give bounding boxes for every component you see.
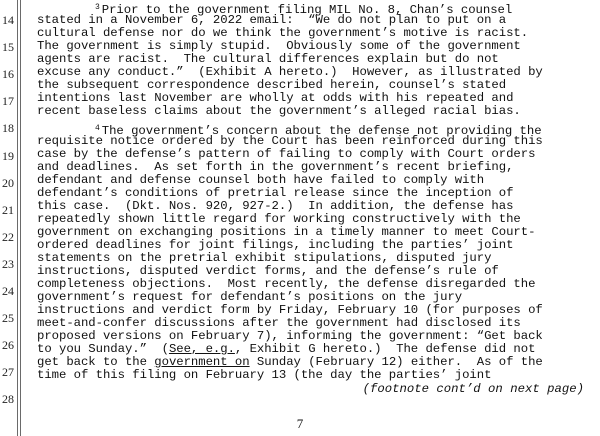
- footnote-3-line: intentions last November are wholly at odds with his repeated and: [37, 91, 514, 105]
- line-number: 19: [2, 149, 14, 163]
- line-number: 20: [2, 176, 14, 190]
- left-margin-rule: [17, 0, 18, 436]
- footnote-3-line: stated in a November 6, 2022 email: “We do not plan to put on a: [37, 13, 507, 27]
- line-number: 18: [2, 121, 14, 135]
- footnote-continuation-note: (footnote cont’d on next page): [362, 382, 584, 396]
- footnote-4-line: get back to the government on Sunday (February 12) either. As of the: [37, 355, 543, 369]
- line-number: 16: [2, 67, 14, 81]
- line-number: 17: [2, 94, 14, 108]
- line-number: 25: [2, 311, 14, 325]
- footnote-3-line: the subsequent correspondence described herein, counsel’s stated: [37, 78, 507, 92]
- footnote-4-line: $^4$ The government’s concern about the defense not providing the: [95, 124, 542, 138]
- line-number: 26: [2, 338, 14, 352]
- footnote-4-line: time of this filing on February 13 (the day the parties’ joint: [37, 368, 492, 382]
- footnote-4-line: government’s request for defendant’s positions on the jury: [37, 290, 463, 304]
- footnote-3-line: $^3$ Prior to the government filing MIL No. 8, Chan’s counsel: [95, 3, 513, 17]
- footnote-4-line: case by the defense’s pattern of failing to comply with Court orders: [37, 147, 536, 161]
- footnote-4-line: proposed versions on February 7), informing the government: “Get back: [37, 329, 543, 343]
- footnote-4-line: defendant and defense counsel both have failed to comply with: [37, 173, 485, 187]
- footnote-4-line: requisite notice ordered by the Court has been reinforced during this: [37, 134, 543, 148]
- footnote-4-line: and deadlines. As set forth in the government’s recent briefing,: [37, 160, 514, 174]
- footnote-4-line: this case. (Dkt. Nos. 920, 927-2.) In addition, the defense has: [37, 199, 514, 213]
- footnote-3-line: cultural defense nor do we think the government’s motive is racist.: [37, 26, 529, 40]
- footnote-4-line: defendant’s conditions of pretrial release since the inception of: [37, 186, 514, 200]
- line-number: 15: [2, 40, 14, 54]
- line-number: 23: [2, 257, 14, 271]
- citation-signal: See, e.g.: [168, 342, 235, 356]
- footnote-4-line: meet-and-confer discussions after the government had disclosed its: [37, 316, 521, 330]
- line-number: 28: [2, 392, 14, 406]
- footnote-4-line: instructions, disputed verdict forms, and the defense’s rule of: [37, 264, 499, 278]
- footnote-4-line: ordered deadlines for joint filings, including the parties’ joint: [37, 238, 514, 252]
- footnote-marker: 3: [95, 3, 100, 12]
- footnote-3-line: The government is simply stupid. Obviously some of the government: [37, 39, 521, 53]
- footnote-4-line: completeness objections. Most recently, the defense disregarded the: [37, 277, 536, 291]
- footnote-4-line: government on exchanging positions in a timely manner to meet Court-: [37, 225, 536, 239]
- footnote-3-line: agents are racist. The cultural differences explain but do not: [37, 52, 499, 66]
- page-number: 7: [296, 416, 304, 431]
- left-margin-rule-inner: [20, 0, 21, 436]
- footnote-4-line: to you Sunday.” (See, e.g., Exhibit G hereto.) The defense did not: [37, 342, 536, 356]
- footnote-3-line: recent baseless claims about the government’s alleged racial bias.: [37, 104, 521, 118]
- footnote-4-line: statements on the pretrial exhibit stipulations, disputed jury: [37, 251, 492, 265]
- underlined-text: government on: [154, 355, 250, 369]
- line-number: 14: [2, 13, 14, 27]
- footnote-3-line: excuse any conduct.” (Exhibit A hereto.) However, as illustrated by: [37, 65, 543, 79]
- footnote-4-line: instructions and verdict form by Friday, February 10 (for purposes of: [37, 303, 543, 317]
- footnote-4-line: repeatedly shown little regard for working constructively with the: [37, 212, 521, 226]
- line-number: 21: [2, 203, 14, 217]
- line-number: 22: [2, 230, 14, 244]
- line-number: 27: [2, 365, 14, 379]
- footnote-marker: 4: [95, 124, 100, 133]
- line-number: 24: [2, 284, 14, 298]
